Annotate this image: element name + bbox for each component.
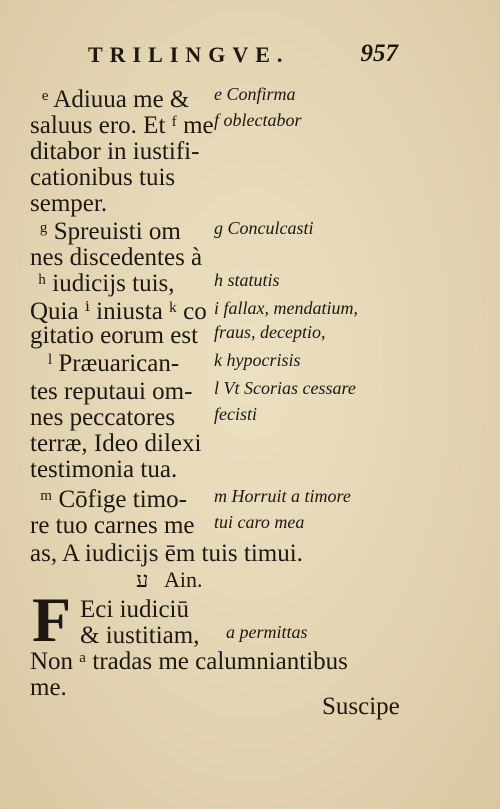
latin-line: tes reputaui om- (30, 378, 193, 405)
gloss-i (214, 298, 358, 319)
gloss-f (214, 110, 302, 131)
latin-line: terræ, Ideo dilexi (30, 430, 202, 457)
gloss-g (214, 218, 314, 239)
gloss-mark: a (226, 622, 235, 642)
gloss-text: oblectabor (223, 110, 302, 130)
latin-line: ˡ Præuarican- (48, 350, 180, 377)
section-heading (136, 566, 202, 594)
gloss-text: tui caro mea (214, 512, 305, 532)
latin-line: semper. (30, 190, 108, 217)
latin-line: ᵉ Adiuua me & (42, 86, 190, 113)
drop-cap: F (32, 584, 72, 655)
gloss-mark: l (214, 378, 220, 398)
latin-line: Quia ⁱ iniusta ᵏ co (30, 298, 207, 325)
page-header (88, 42, 398, 72)
gloss-l (214, 378, 356, 399)
gloss-m-cont (214, 512, 304, 533)
latin-line: as, A iudicijs ēm tuis timui. (30, 540, 303, 567)
latin-line: nes peccatores (30, 404, 176, 431)
latin-line: testimonia tua. (30, 456, 178, 483)
gloss-text: Conculcasti (227, 218, 314, 238)
gloss-text: permittas (239, 622, 308, 642)
catchword: Suscipe (322, 693, 400, 720)
latin-line: gitatio eorum est (30, 322, 199, 349)
hebrew-letter: ע (136, 568, 149, 593)
gloss-mark: i (214, 298, 220, 318)
latin-line: me. (30, 674, 67, 701)
latin-line: & iustitiam, (80, 622, 200, 649)
gloss-mark: e (214, 84, 222, 104)
gloss-l-cont (214, 404, 257, 425)
latin-line: Non ᵃ tradas me calumniantibus (30, 648, 348, 675)
gloss-text: fecisti (214, 404, 257, 424)
gloss-text: Confirma (226, 84, 296, 104)
gloss-mark: k (214, 350, 222, 370)
gloss-h (214, 270, 280, 291)
latin-line: cationibus tuis (30, 164, 176, 191)
gloss-text: statutis (227, 270, 280, 290)
gloss-e (214, 84, 296, 105)
page-number: 957 (360, 40, 398, 67)
latin-line: ʰ iudicijs tuis, (38, 270, 175, 297)
gloss-k (214, 350, 301, 371)
gloss-mark: g (214, 218, 223, 238)
gloss-text: fallax, mendatium, (223, 298, 358, 318)
latin-line: re tuo carnes me (30, 512, 195, 539)
gloss-text: fraus, deceptio, (214, 322, 326, 342)
gloss-mark: f (214, 110, 220, 130)
gloss-mark: m (214, 486, 227, 506)
gloss-a (226, 622, 308, 643)
latin-line: ditabor in iustifi- (30, 138, 200, 165)
latin-line: nes discedentes à (30, 244, 203, 271)
running-head: TRILINGVE. (88, 42, 290, 67)
gloss-m (214, 486, 351, 507)
section-title: Ain. (163, 567, 203, 592)
gloss-i-cont (214, 322, 325, 343)
latin-line: saluus ero. Et ᶠ me (30, 112, 214, 139)
latin-line: Eci iudiciū (80, 596, 189, 623)
latin-line: ᵍ Spreuisti om (40, 218, 181, 245)
gloss-text: Vt Scorias cessare (223, 378, 356, 398)
latin-line: ᵐ Cōfige timo- (40, 486, 187, 513)
gloss-text: Horruit a timore (231, 486, 351, 506)
gloss-text: hypocrisis (226, 350, 301, 370)
gloss-mark: h (214, 270, 223, 290)
